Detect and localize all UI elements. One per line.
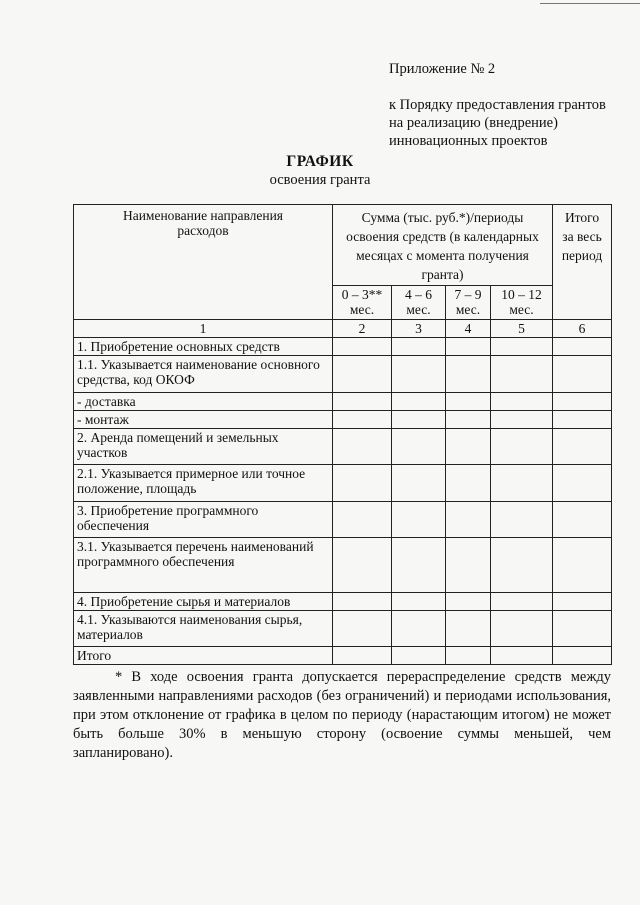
document-title	[0, 153, 640, 189]
col-number: 3	[392, 320, 446, 338]
row-label: - доставка	[74, 393, 333, 411]
row-label: - монтаж	[74, 411, 333, 429]
appendix-number: Приложение № 2	[389, 61, 496, 77]
row-label: 3. Приобретение программного обеспечения	[74, 502, 333, 538]
col-number: 1	[74, 320, 333, 338]
row-label: 4. Приобретение сырья и материалов	[74, 593, 333, 611]
row-label: 2. Аренда помещений и земельных участков	[74, 429, 333, 465]
row-label: 2.1. Указывается примерное или точное положение, площадь	[74, 465, 333, 502]
col-number: 5	[491, 320, 553, 338]
period-4-6: 4 – 6 мес.	[392, 286, 446, 320]
appendix-line-3: инновационных проектов	[389, 133, 548, 149]
row-label: 4.1. Указываются наименования сырья, материалов	[74, 611, 333, 647]
period-7-9: 7 – 9 мес.	[446, 286, 491, 320]
col-number: 4	[446, 320, 491, 338]
header-sum: Сумма (тыс. руб.*)/периоды освоения средств (в календарных месяцах с момента получения гранта)	[333, 205, 553, 286]
row-label-total: Итого	[74, 647, 333, 665]
row-label: 1.1. Указывается наименование основного средства, код ОКОФ	[74, 356, 333, 393]
top-edge-line	[540, 3, 640, 4]
row-label: 1. Приобретение основных средств	[74, 338, 333, 356]
footnote-text: * В ходе освоения гранта допускается перераспределение средств между заявленными направлениями расходов (без ограничений) и периодами использования, при этом отклонение от графика в целом по периоду (нарастающим итогом) не может быть больше 30% в меньшую сторону (освоение суммы меньшей, чем запланировано).	[73, 669, 611, 761]
col-number: 2	[333, 320, 392, 338]
period-10-12: 10 – 12 мес.	[491, 286, 553, 320]
footnote	[73, 668, 611, 763]
appendix-line-2: на реализацию (внедрение)	[389, 115, 558, 131]
header-total: Итого за весь период	[553, 205, 612, 320]
col-number: 6	[553, 320, 612, 338]
grant-schedule-table	[73, 204, 612, 665]
title-main: ГРАФИК	[286, 153, 354, 170]
row-label: 3.1. Указывается перечень наименований программного обеспечения	[74, 538, 333, 593]
appendix-line-1: к Порядку предоставления грантов	[389, 97, 606, 113]
title-sub: освоения гранта	[269, 172, 371, 188]
appendix-block	[389, 60, 606, 150]
period-0-3: 0 – 3** мес.	[333, 286, 392, 320]
header-name: Наименование направления расходов	[74, 205, 333, 320]
